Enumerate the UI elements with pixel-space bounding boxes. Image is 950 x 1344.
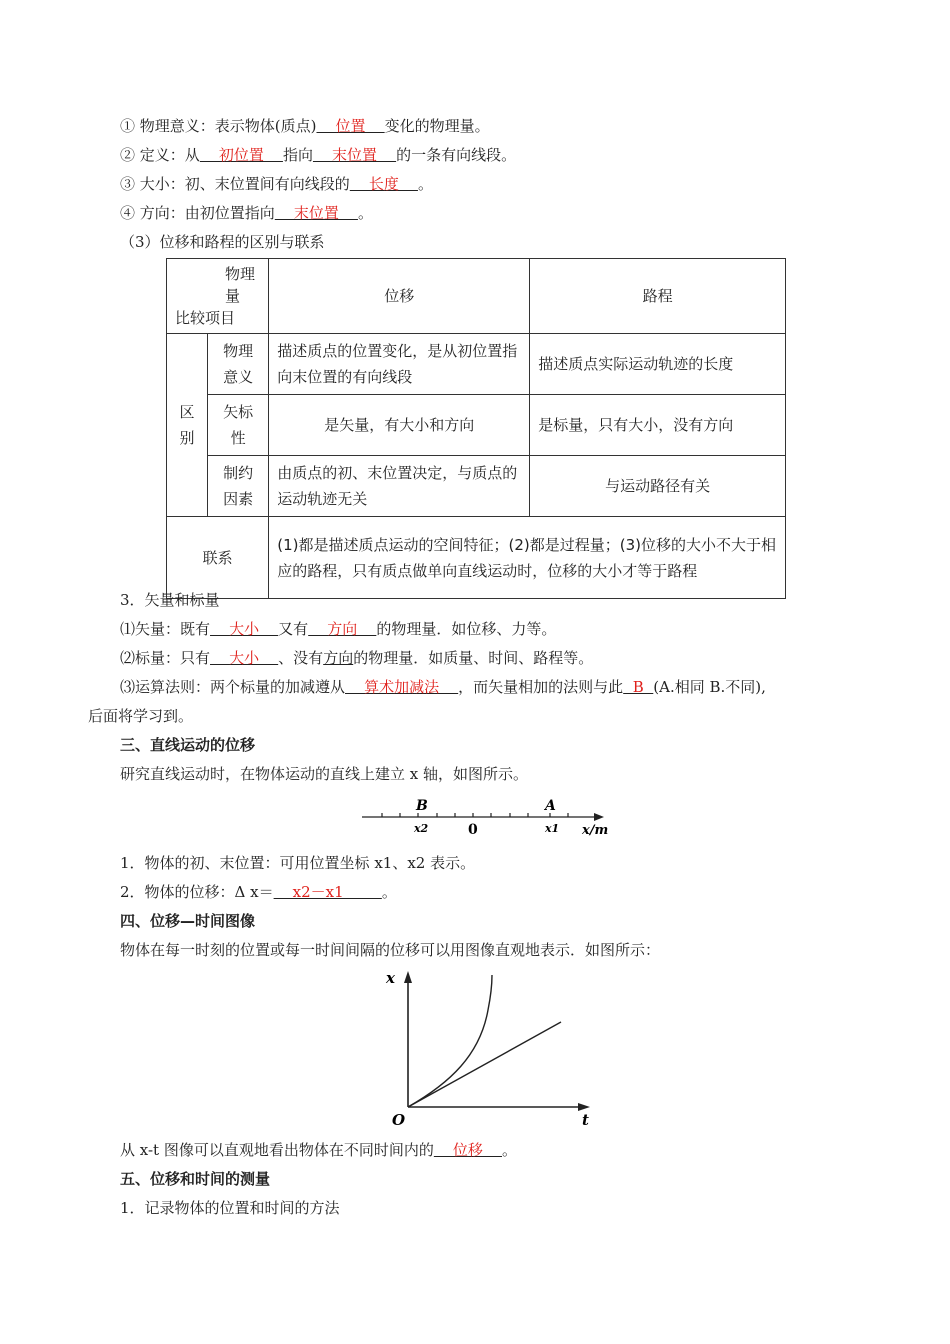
section3-title: （3）位移和路程的区别与联系 [120,233,325,251]
table-cell: 是矢量，有大小和方向 [269,395,530,456]
table-link-text: (1)都是描述质点运动的空间特征；(2)都是过程量；(3)位移的大小不大于相应的路程，只有质点做单向直线运动时，位移的大小才等于路程 [269,517,786,599]
table-row-label: 制约因素 [208,456,269,517]
operation-rule: ⑶运算法则：两个标量的加减遵从 算术加减法 ，而矢量相加的法则与此 B (A.相同 B.不同), [120,678,766,696]
origin-label: O [392,1111,406,1129]
label-b: B [416,798,428,814]
accelerating-curve [408,975,492,1107]
section-line-intro: 研究直线运动时，在物体运动的直线上建立 x 轴，如图所示。 [120,765,528,783]
answer-length: 长度 [349,175,418,193]
table-cell: 与运动路径有关 [530,456,786,517]
vector-title: 3．矢量和标量 [120,591,220,609]
item-definition: ② 定义：从 初位置 指向 末位置 的一条有向线段。 [120,146,517,164]
axis-label-x: x [386,969,395,987]
label-x1: x1 [545,822,560,835]
section-xt-conclusion: 从 x-t 图像可以直观地看出物体在不同时间内的 位移 。 [120,1141,518,1159]
label-axis: x/m [582,823,609,838]
section-xt-title: 四、位移—时间图像 [120,912,256,930]
section-measure-title: 五、位移和时间的测量 [120,1170,271,1188]
answer-magnitude: 大小 [210,620,279,638]
answer-final-position-2: 末位置 [274,204,358,222]
comparison-table [166,258,786,599]
table-header-corner: 物理量 比较项目 [167,259,269,334]
answer-displacement: 位移 [433,1141,502,1159]
answer-arithmetic: 算术加减法 [345,678,459,696]
label-a: A [545,798,556,814]
answer-x2-minus-x1: x2－x1 [273,883,382,901]
answer-initial-position: 初位置 [199,146,283,164]
section-line-item2: 2．物体的位移：Δ x＝ x2－x1 。 [120,883,397,901]
operation-rule-cont: 后面将学习到。 [88,707,194,725]
item-meaning: ① 物理意义：表示物体(质点) 位置 变化的物理量。 [120,117,490,135]
table-group-difference: 区 别 [167,334,208,517]
answer-final-position: 末位置 [312,146,397,164]
item-magnitude: ③ 大小：初、末位置间有向线段的 长度 。 [120,175,433,193]
section-xt-intro: 物体在每一时刻的位置或每一时间间隔的位移可以用图像直观地表示．如图所示： [120,941,661,959]
table-row-label: 物理意义 [208,334,269,395]
answer-direction: 方向 [308,620,377,638]
label-x2: x2 [414,822,429,835]
item-direction: ④ 方向：由初位置指向 末位置 。 [120,204,373,222]
straight-line-curve [408,1022,561,1107]
number-line-diagram [360,792,620,840]
table-cell: 描述质点的位置变化，是从初位置指向末位置的有向线段 [269,334,530,395]
vector-definition: ⑴矢量：既有 大小 又有 方向 的物理量．如位移、力等。 [120,620,557,638]
table-link-label: 联系 [167,517,269,599]
answer-magnitude-2: 大小 [210,649,279,667]
table-cell: 描述质点实际运动轨迹的长度 [530,334,786,395]
table-header-displacement: 位移 [269,259,530,334]
scalar-definition: ⑵标量：只有 大小 、没有方向的物理量．如质量、时间、路程等。 [120,649,594,667]
table-row-label: 矢标性 [208,395,269,456]
answer-b: B [623,678,654,696]
label-zero: 0 [468,822,478,838]
table-header-distance: 路程 [530,259,786,334]
xt-graph [380,965,605,1130]
table-cell: 由质点的初、末位置决定，与质点的运动轨迹无关 [269,456,530,517]
section-measure-item1: 1．记录物体的位置和时间的方法 [120,1199,340,1217]
section-line-title: 三、直线运动的位移 [120,736,256,754]
axis-label-t: t [582,1111,589,1129]
answer-position: 位置 [316,117,385,135]
section-line-item1: 1．物体的初、末位置：可用位置坐标 x1、x2 表示。 [120,854,476,872]
table-cell: 是标量，只有大小，没有方向 [530,395,786,456]
